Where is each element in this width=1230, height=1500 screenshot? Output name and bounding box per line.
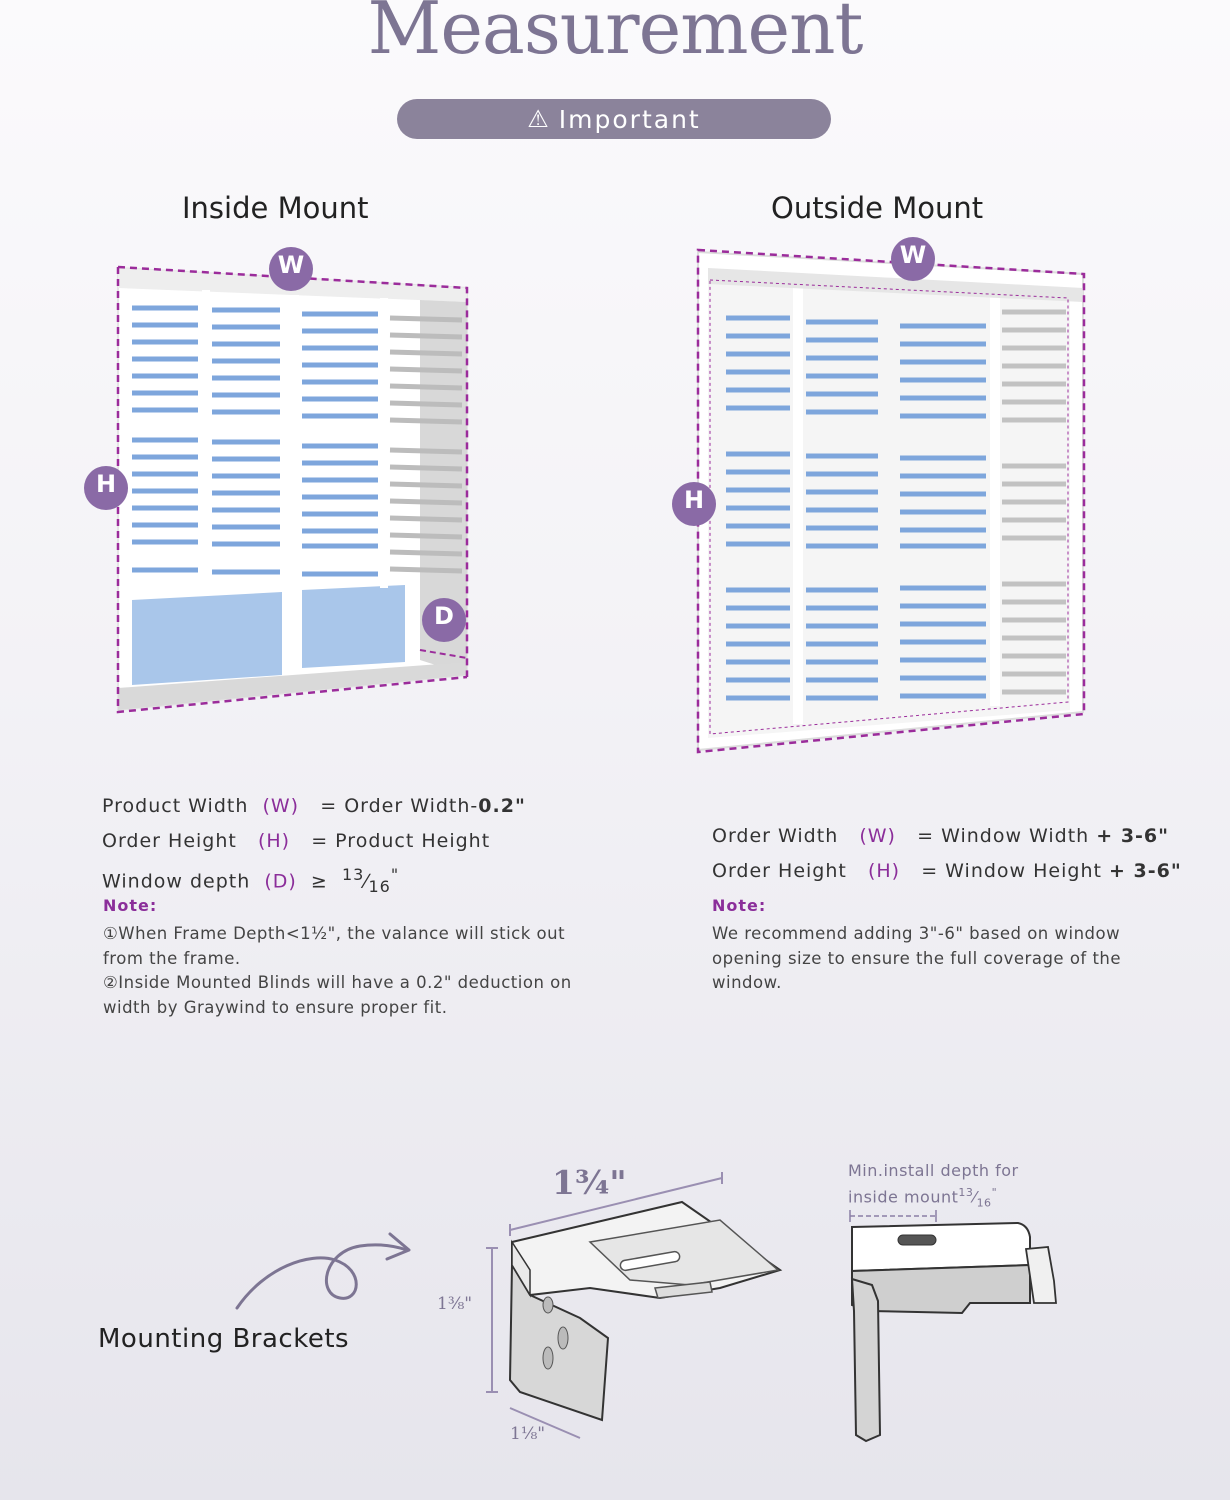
inside-note-1: ①When Frame Depth<1½", the valance will stick out from the frame. <box>103 924 566 968</box>
outside-spec-height: Order Height (H) = Window Height + 3-6" <box>712 860 1182 882</box>
inside-mount-illustration <box>80 240 490 720</box>
bracket-illustration <box>430 1170 800 1450</box>
outside-note-heading: Note: <box>712 896 767 915</box>
important-banner <box>397 99 831 139</box>
inside-spec-depth: Window depth $(D) \ge ^{13}⁄_{16}^"$ <box>102 865 400 897</box>
curved-arrow-icon <box>225 1222 425 1317</box>
inside-note-heading: Note: <box>103 896 158 915</box>
inside-mount-heading: Inside Mount <box>182 191 369 225</box>
outside-note: We recommend adding 3"-6" based on window opening size to ensure the full coverage of the window. <box>712 924 1122 992</box>
width-badge-outside-label: W <box>899 241 927 269</box>
outside-mount-heading: Outside Mount <box>771 191 984 225</box>
depth-badge-label: D <box>434 602 454 630</box>
bracket-height-dim: 1⅜" <box>437 1294 473 1314</box>
height-badge-outside-label: H <box>683 486 705 514</box>
outside-spec-width: Order Width (W) = Window Width + 3-6" <box>712 825 1170 847</box>
important-label: Important <box>558 104 701 134</box>
inside-note-2: ②Inside Mounted Blinds will have a 0.2" deduction on width by Graywind to ensure proper fit. <box>103 973 572 1017</box>
bracket-depth-dim: 1⅛" <box>510 1424 546 1444</box>
min-depth-label: Min.install depth for inside $mount^{13}⁄_{16}^"$ <box>848 1161 1019 1210</box>
side-bracket-illustration <box>840 1205 1070 1450</box>
page-title: Measurement <box>367 0 863 70</box>
bracket-width-dim: 1¾" <box>552 1163 627 1202</box>
outside-mount-illustration <box>680 240 1100 760</box>
height-badge-label: H <box>95 470 117 498</box>
inside-spec-width: Product Width (W) = Order Width-0.2" <box>102 795 526 817</box>
mounting-brackets-heading: Mounting Brackets <box>98 1324 350 1354</box>
inside-spec-height: Order Height (H) = Product Height <box>102 830 491 852</box>
width-badge-label: W <box>277 251 305 279</box>
warning-triangle-icon: ⚠ <box>527 105 551 133</box>
